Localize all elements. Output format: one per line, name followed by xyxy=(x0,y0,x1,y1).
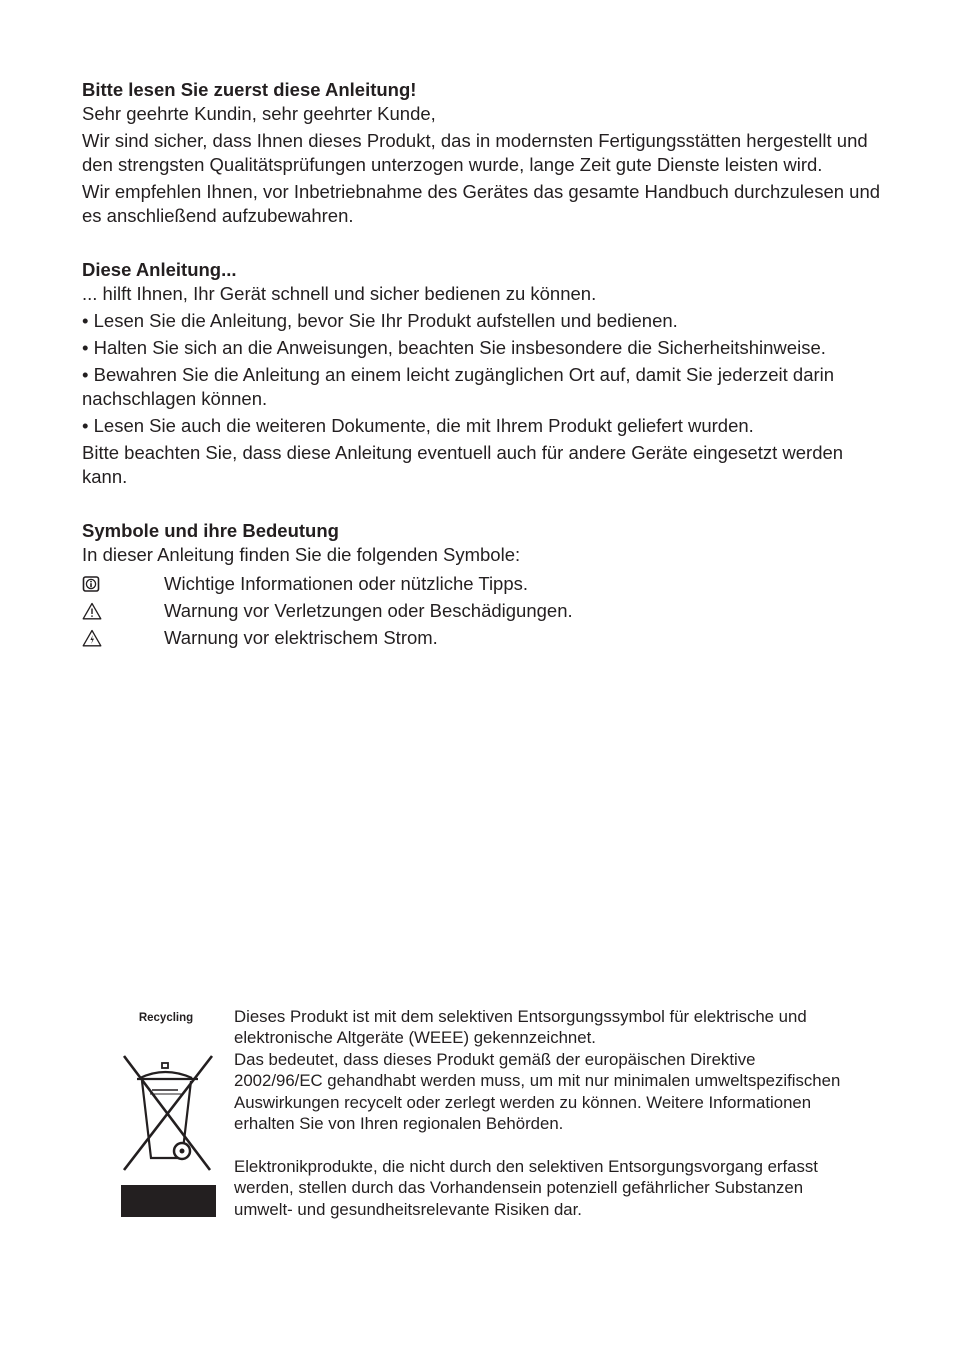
warning-triangle-icon xyxy=(82,599,164,623)
symbol-info-text: Wichtige Informationen oder nützliche Tipps. xyxy=(164,572,529,594)
recycling-paragraph-3: Elektronikprodukte, die nicht durch den selektiven Entsorgungsvorgang erfasst werden, stellen durch das Vorhandensein potenziell gefährlicher Substanzen umwelt- und gesundheitsrelevante Risiken dar. xyxy=(234,1156,818,1219)
manual-lead: ... hilft Ihnen, Ihr Gerät schnell und sicher bedienen zu können. xyxy=(82,283,597,304)
symbols-lead: In dieser Anleitung finden Sie die folgenden Symbole: xyxy=(82,544,521,565)
symbol-electric-text: Warnung vor elektrischem Strom. xyxy=(164,626,438,648)
symbol-row-info xyxy=(82,570,882,597)
symbol-warning-text: Warnung vor Verletzungen oder Beschädigungen. xyxy=(164,599,573,621)
main-content xyxy=(82,78,882,651)
manual-bullet-2: • Halten Sie sich an die Anweisungen, beachten Sie insbesondere die Sicherheitshinweise. xyxy=(82,337,826,358)
intro-heading: Bitte lesen Sie zuerst diese Anleitung! xyxy=(82,79,417,100)
recycling-section xyxy=(0,1004,954,1234)
recycling-text xyxy=(234,1006,844,1220)
recycling-label: Recycling xyxy=(138,1012,194,1024)
info-icon xyxy=(82,572,164,596)
electric-warning-icon xyxy=(82,626,164,650)
intro-paragraph-2: Wir empfehlen Ihnen, vor Inbetriebnahme des Gerätes das gesamte Handbuch durchzulesen und es anschließend aufzubewahren. xyxy=(82,181,881,226)
salutation: Sehr geehrte Kundin, sehr geehrter Kunde, xyxy=(82,103,436,124)
manual-bullet-4: • Lesen Sie auch die weiteren Dokumente, die mit Ihrem Produkt geliefert wurden. xyxy=(82,415,754,436)
recycling-paragraph-2: Das bedeutet, dass dieses Produkt gemäß der europäischen Direktive 2002/96/EC gehandhabt werden muss, um mit nur minimalen umweltspezifischen Auswirkungen recycelt oder zerlegt werden zu können. Weitere Informationen erhalten Sie von Ihren regionalen Behörden. xyxy=(234,1049,841,1134)
symbols-heading: Symbole und ihre Bedeutung xyxy=(82,520,339,541)
recycling-paragraph-1: Dieses Produkt ist mit dem selektiven Entsorgungssymbol für elektrische und elektronische Altgeräte (WEEE) gekennzeichnet. xyxy=(234,1007,807,1048)
manual-bullet-3: • Bewahren Sie die Anleitung an einem leicht zugänglichen Ort auf, damit Sie jederzeit darin nachschlagen können. xyxy=(82,364,835,409)
manual-note: Bitte beachten Sie, dass diese Anleitung eventuell auch für andere Geräte eingesetzt werden kann. xyxy=(82,442,844,487)
symbol-row-electric xyxy=(82,624,882,651)
symbol-row-warning xyxy=(82,597,882,624)
manual-heading: Diese Anleitung... xyxy=(82,259,237,280)
crossed-out-bin-icon xyxy=(120,1052,216,1176)
intro-paragraph-1: Wir sind sicher, dass Ihnen dieses Produkt, das in modernsten Fertigungsstätten hergestellt und den strengsten Qualitätsprüfungen unterzogen wurde, lange Zeit gute Dienste leisten wird. xyxy=(82,130,868,175)
weee-black-bar xyxy=(121,1185,216,1217)
manual-bullet-1: • Lesen Sie die Anleitung, bevor Sie Ihr Produkt aufstellen und bedienen. xyxy=(82,310,678,331)
